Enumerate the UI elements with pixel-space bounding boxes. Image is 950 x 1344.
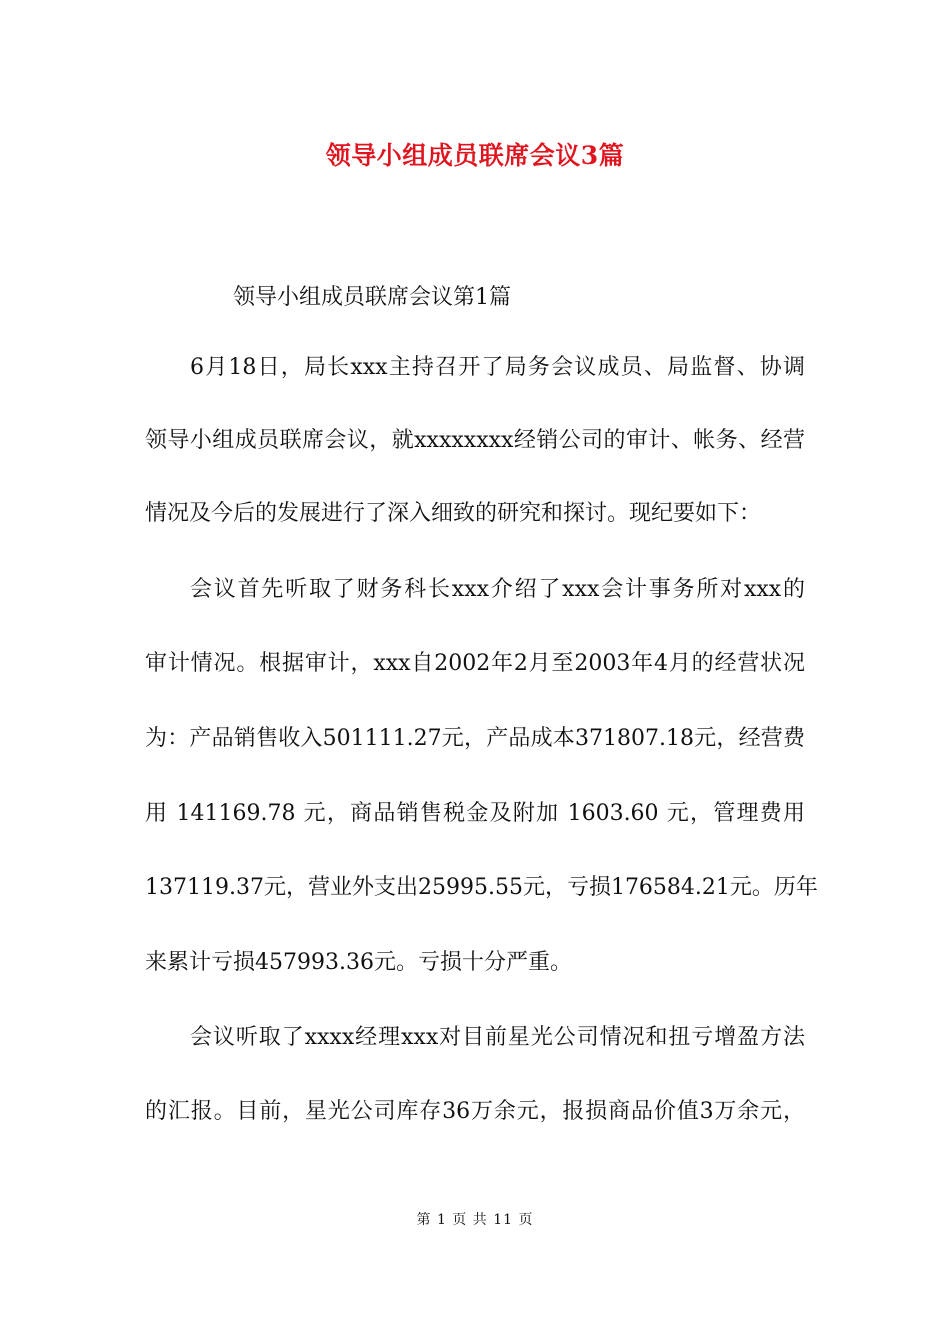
paragraph-line: 情况及今后的发展进行了深入细致的研究和探讨。现纪要如下：: [145, 501, 762, 526]
page-footer: 第 1 页 共 11 页: [416, 1212, 534, 1228]
paragraph-line: 审计情况。根据审计，xxx自2002年2月至2003年4月的经营状况: [145, 651, 805, 676]
paragraph-line: 用 141169.78 元，商品销售税金及附加 1603.60 元，管理费用: [145, 801, 805, 826]
paragraph-line: 为：产品销售收入501111.27元，产品成本371807.18元，经营费: [145, 726, 805, 751]
paragraph-line: 领导小组成员联席会议，就xxxxxxxx经销公司的审计、帐务、经营: [145, 428, 805, 453]
paragraph-line: 的汇报。目前，星光公司库存36万余元，报损商品价值3万余元，: [145, 1099, 805, 1124]
paragraph-line: 来累计亏损457993.36元。亏损十分严重。: [145, 950, 572, 975]
section-heading: 领导小组成员联席会议第1篇: [233, 285, 511, 310]
paragraph-line: 会议首先听取了财务科长xxx介绍了xxx会计事务所对xxx的: [190, 577, 805, 602]
paragraph-line: 会议听取了xxxx经理xxx对目前星光公司情况和扭亏增盈方法: [190, 1025, 805, 1050]
paragraph-line: 6月18日，局长xxx主持召开了局务会议成员、局监督、协调: [190, 355, 805, 380]
document-title: 领导小组成员联席会议3篇: [325, 141, 625, 170]
paragraph-line: 137119.37元，营业外支出25995.55元，亏损176584.21元。历年: [145, 875, 818, 900]
